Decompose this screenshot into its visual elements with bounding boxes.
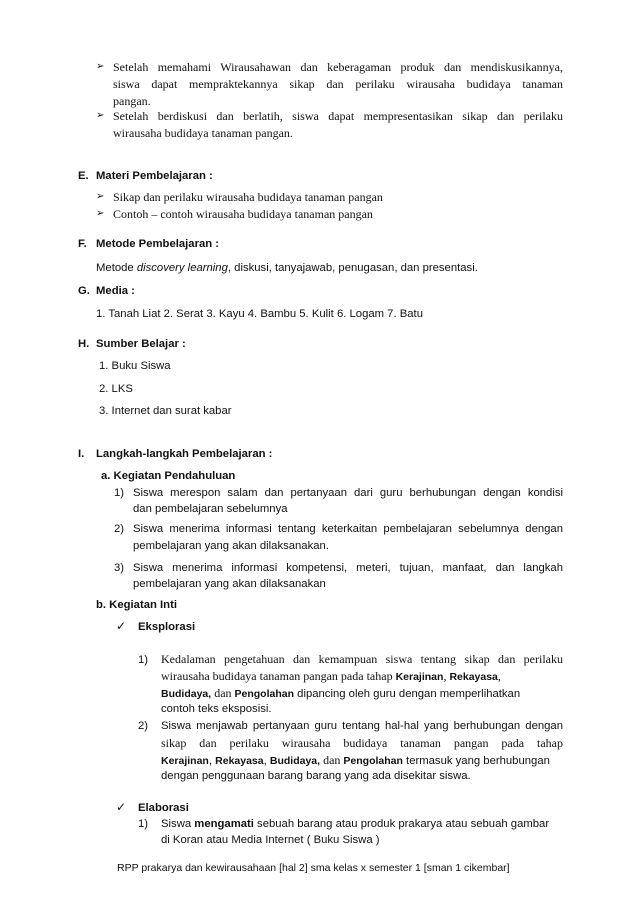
arrow-bullet-icon: ➢ <box>96 61 105 72</box>
arrow-bullet-icon: ➢ <box>96 191 105 202</box>
section-letter: F. <box>78 238 87 250</box>
item-text: pembelajaran yang akan dilaksanakan. <box>133 540 329 552</box>
section-letter: H. <box>78 338 90 350</box>
item-text: sikap dan perilaku wirausaha budidaya tanaman pangan pada tahap <box>161 736 563 750</box>
item-text: di Koran atau Media Internet ( Buku Siswa ) <box>161 834 380 846</box>
item-number: 2) <box>138 720 149 732</box>
item-number: 1) <box>138 818 149 830</box>
item-text: Kedalaman pengetahuan dan kemampuan siswa tentang sikap dan perilaku <box>161 652 563 666</box>
method-text: Metode discovery learning, diskusi, tanyajawab, penugasan, dan presentasi. <box>96 262 478 274</box>
section-letter: E. <box>78 170 89 182</box>
subsection-title: b. Kegiatan Inti <box>96 599 177 611</box>
section-letter: G. <box>78 285 90 297</box>
bullet-text: siswa dapat mempraktekannya sikap dan perilaku wirausaha budidaya tanaman <box>113 77 563 91</box>
check-icon: ✓ <box>116 619 127 633</box>
section-title: Metode Pembelajaran : <box>96 238 220 250</box>
item-text: Siswa menerima informasi tentang keterkaitan pembelajaran sebelumnya dengan <box>133 523 563 535</box>
arrow-bullet-icon: ➢ <box>96 110 105 121</box>
section-title: Media : <box>96 285 135 297</box>
item-text: Siswa menjawab pertanyaan guru tentang hal-hal yang berhubungan dengan <box>161 720 563 732</box>
list-item: 2. LKS <box>99 383 133 395</box>
list-item: 1. Buku Siswa <box>99 360 171 372</box>
subsection-title: a. Kegiatan Pendahuluan <box>101 470 236 482</box>
section-title: Langkah-langkah Pembelajaran : <box>96 448 273 460</box>
item-text: pembelajaran yang akan dilaksanakan <box>133 578 326 590</box>
item-text: dan pembelajaran sebelumnya <box>133 503 288 515</box>
arrow-bullet-icon: ➢ <box>96 208 105 219</box>
bullet-text: wirausaha budidaya tanaman pangan. <box>113 126 293 140</box>
list-item: Sikap dan perilaku wirausaha budidaya tanaman pangan <box>113 190 383 204</box>
item-number: 1) <box>114 487 125 499</box>
check-icon: ✓ <box>116 800 127 814</box>
item-text: Siswa mengamati sebuah barang atau produk prakarya atau sebuah gambar <box>161 818 550 830</box>
bullet-text: pangan. <box>113 94 151 108</box>
item-number: 1) <box>138 654 149 666</box>
item-text: Siswa merespon salam dan pertanyaan dari guru berhubungan dengan kondisi <box>133 487 563 499</box>
section-title: Sumber Belajar : <box>96 338 186 350</box>
item-number: 2) <box>114 523 125 535</box>
item-text: contoh teks eksposisi. <box>161 703 272 715</box>
item-text: Kerajinan, Rekayasa, Budidaya, dan Pengolahan termasuk yang berhubungan <box>161 753 550 767</box>
activity-title: Eksplorasi <box>138 621 196 633</box>
list-item: 3. Internet dan surat kabar <box>99 405 232 417</box>
item-text: wirausaha budidaya tanaman pangan pada tahap Kerajinan, Rekayasa, <box>161 669 501 683</box>
list-item: Contoh – contoh wirausaha budidaya tanaman pangan <box>113 207 373 221</box>
bullet-text: Setelah berdiskusi dan berlatih, siswa dapat mempresentasikan sikap dan perilaku <box>113 109 563 123</box>
item-number: 3) <box>114 562 125 574</box>
page-footer: RPP prakarya dan kewirausahaan [hal 2] sma kelas x semester 1 [sman 1 cikembar] <box>117 862 510 874</box>
section-letter: I. <box>78 448 85 460</box>
section-title: Materi Pembelajaran : <box>96 170 213 182</box>
media-list: 1. Tanah Liat 2. Serat 3. Kayu 4. Bambu 5. Kulit 6. Logam 7. Batu <box>96 308 423 320</box>
item-text: Siswa menerima informasi kompetensi, meteri, tujuan, manfaat, dan langkah <box>133 562 563 574</box>
item-text: dengan penggunaan barang barang yang ada disekitar siswa. <box>161 770 471 782</box>
activity-title: Elaborasi <box>138 802 189 814</box>
bullet-text: Setelah memahami Wirausahawan dan keberagaman produk dan mendiskusikannya, <box>113 60 563 74</box>
item-text: Budidaya, dan Pengolahan dipancing oleh guru dengan memperlihatkan <box>161 686 521 700</box>
